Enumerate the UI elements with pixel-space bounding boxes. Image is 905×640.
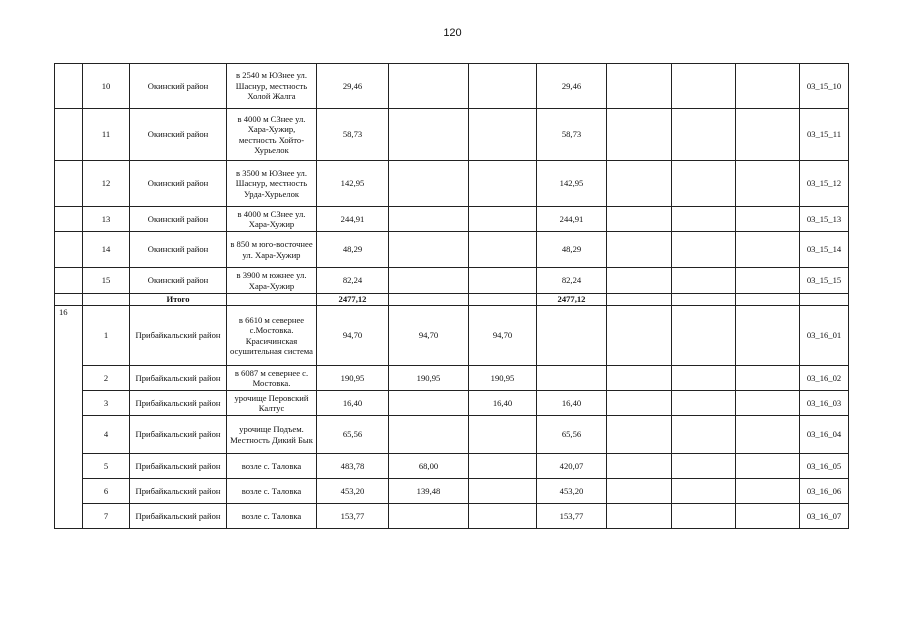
col8-cell — [607, 64, 672, 109]
col8-cell — [607, 416, 672, 454]
col5-cell — [389, 504, 469, 529]
col7-cell — [537, 306, 607, 366]
col8-cell — [607, 268, 672, 294]
col6-cell — [469, 294, 537, 306]
col9-cell — [672, 232, 736, 268]
location-cell: в 850 м юго-восточнее ул. Хара-Хужир — [227, 232, 317, 268]
col5-cell — [389, 109, 469, 161]
col9-cell — [672, 454, 736, 479]
row-number-cell: 5 — [83, 454, 130, 479]
total-label-cell: Итого — [130, 294, 227, 306]
col10-cell — [736, 391, 800, 416]
row-number-cell: 6 — [83, 479, 130, 504]
col6-cell — [469, 161, 537, 207]
col10-cell — [736, 504, 800, 529]
col9-cell — [672, 161, 736, 207]
district-cell: Окинский район — [130, 232, 227, 268]
col6-cell — [469, 268, 537, 294]
code-cell: 03_16_06 — [800, 479, 849, 504]
table-row — [55, 268, 849, 294]
location-cell: в 3900 м южнее ул. Хара-Хужир — [227, 268, 317, 294]
table-row — [55, 454, 849, 479]
col7-cell: 82,24 — [537, 268, 607, 294]
code-cell: 03_15_15 — [800, 268, 849, 294]
row-number-cell: 10 — [83, 64, 130, 109]
location-cell: в 4000 м СЗнее ул. Хара-Хужир, местность Хойто-Хурьелок — [227, 109, 317, 161]
code-cell: 03_15_13 — [800, 207, 849, 232]
group-cell — [55, 294, 83, 306]
col6-cell — [469, 64, 537, 109]
col10-cell — [736, 64, 800, 109]
table-row — [55, 479, 849, 504]
col8-cell — [607, 454, 672, 479]
col9-cell — [672, 268, 736, 294]
table-row — [55, 416, 849, 454]
row-number-cell: 12 — [83, 161, 130, 207]
col6-cell — [469, 504, 537, 529]
code-cell: 03_15_10 — [800, 64, 849, 109]
area-cell: 58,73 — [317, 109, 389, 161]
row-number-cell: 13 — [83, 207, 130, 232]
code-cell: 03_16_02 — [800, 366, 849, 391]
total-area-cell: 2477,12 — [317, 294, 389, 306]
district-cell: Окинский район — [130, 207, 227, 232]
col5-cell: 68,00 — [389, 454, 469, 479]
district-cell: Окинский район — [130, 64, 227, 109]
code-cell: 03_15_11 — [800, 109, 849, 161]
col9-cell — [672, 504, 736, 529]
col9-cell — [672, 416, 736, 454]
col6-cell: 94,70 — [469, 306, 537, 366]
row-number-cell: 4 — [83, 416, 130, 454]
col10-cell — [736, 479, 800, 504]
col5-cell — [389, 416, 469, 454]
area-cell: 153,77 — [317, 504, 389, 529]
area-cell: 453,20 — [317, 479, 389, 504]
col7-cell: 420,07 — [537, 454, 607, 479]
col10-cell — [736, 207, 800, 232]
group-cell — [55, 268, 83, 294]
table-row — [55, 306, 849, 366]
table-row — [55, 161, 849, 207]
col7-cell: 48,29 — [537, 232, 607, 268]
col8-cell — [607, 391, 672, 416]
area-cell: 29,46 — [317, 64, 389, 109]
land-plots-table — [54, 63, 849, 529]
col8-cell — [607, 479, 672, 504]
location-cell: урочище Подъем. Местность Дикий Бык — [227, 416, 317, 454]
area-cell: 483,78 — [317, 454, 389, 479]
district-cell: Окинский район — [130, 109, 227, 161]
row-number-cell: 15 — [83, 268, 130, 294]
col8-cell — [607, 294, 672, 306]
code-cell: 03_16_04 — [800, 416, 849, 454]
col8-cell — [607, 161, 672, 207]
col6-cell — [469, 454, 537, 479]
col7-cell — [537, 366, 607, 391]
group-number-cell: 16 — [55, 306, 83, 529]
col10-cell — [736, 294, 800, 306]
col7-cell: 65,56 — [537, 416, 607, 454]
location-cell: в 3500 м ЮЗнее ул. Шаснур, местность Урда-Хурьелок — [227, 161, 317, 207]
location-cell: в 2540 м ЮЗнее ул. Шаснур, местность Холой Жалга — [227, 64, 317, 109]
row-number-cell: 2 — [83, 366, 130, 391]
district-cell: Прибайкальский район — [130, 454, 227, 479]
group-cell — [55, 207, 83, 232]
group-cell — [55, 109, 83, 161]
col5-cell — [389, 207, 469, 232]
district-cell: Прибайкальский район — [130, 306, 227, 366]
col7-cell: 29,46 — [537, 64, 607, 109]
col9-cell — [672, 391, 736, 416]
col8-cell — [607, 366, 672, 391]
location-cell: в 6087 м севернее с. Мостовка. — [227, 366, 317, 391]
col7-cell: 142,95 — [537, 161, 607, 207]
table-row — [55, 366, 849, 391]
total-col7-cell: 2477,12 — [537, 294, 607, 306]
page-number: 120 — [443, 27, 462, 39]
col10-cell — [736, 268, 800, 294]
col10-cell — [736, 306, 800, 366]
area-cell: 82,24 — [317, 268, 389, 294]
col7-cell: 58,73 — [537, 109, 607, 161]
area-cell: 142,95 — [317, 161, 389, 207]
col5-cell: 190,95 — [389, 366, 469, 391]
code-cell: 03_15_12 — [800, 161, 849, 207]
table-row — [55, 64, 849, 109]
col10-cell — [736, 161, 800, 207]
col6-cell — [469, 416, 537, 454]
col6-cell — [469, 232, 537, 268]
col5-cell: 139,48 — [389, 479, 469, 504]
col5-cell: 94,70 — [389, 306, 469, 366]
location-cell: в 6610 м севернее с.Мостовка. Красичинская осушительная система — [227, 306, 317, 366]
location-cell: в 4000 м СЗнее ул. Хара-Хужир — [227, 207, 317, 232]
col6-cell — [469, 109, 537, 161]
total-row — [55, 294, 849, 306]
col9-cell — [672, 109, 736, 161]
district-cell: Прибайкальский район — [130, 479, 227, 504]
col5-cell — [389, 161, 469, 207]
area-cell: 190,95 — [317, 366, 389, 391]
col10-cell — [736, 366, 800, 391]
location-cell: возле с. Таловка — [227, 479, 317, 504]
col9-cell — [672, 306, 736, 366]
col5-cell — [389, 232, 469, 268]
col7-cell: 153,77 — [537, 504, 607, 529]
table-row — [55, 232, 849, 268]
col6-cell: 16,40 — [469, 391, 537, 416]
col8-cell — [607, 109, 672, 161]
area-cell: 244,91 — [317, 207, 389, 232]
group-cell — [55, 64, 83, 109]
code-cell: 03_16_01 — [800, 306, 849, 366]
row-number-cell: 1 — [83, 306, 130, 366]
col8-cell — [607, 207, 672, 232]
row-number-cell: 14 — [83, 232, 130, 268]
table-row — [55, 391, 849, 416]
table-row — [55, 207, 849, 232]
col6-cell — [469, 207, 537, 232]
col6-cell — [469, 479, 537, 504]
area-cell: 65,56 — [317, 416, 389, 454]
district-cell: Окинский район — [130, 161, 227, 207]
code-cell: 03_16_07 — [800, 504, 849, 529]
area-cell: 94,70 — [317, 306, 389, 366]
location-cell: урочище Перовский Калтус — [227, 391, 317, 416]
col10-cell — [736, 416, 800, 454]
row-number-cell — [83, 294, 130, 306]
district-cell: Прибайкальский район — [130, 366, 227, 391]
col9-cell — [672, 294, 736, 306]
district-cell: Прибайкальский район — [130, 391, 227, 416]
col7-cell: 244,91 — [537, 207, 607, 232]
col10-cell — [736, 109, 800, 161]
col8-cell — [607, 504, 672, 529]
col5-cell — [389, 391, 469, 416]
col7-cell: 16,40 — [537, 391, 607, 416]
code-cell: 03_16_03 — [800, 391, 849, 416]
table-row — [55, 504, 849, 529]
group-cell — [55, 232, 83, 268]
location-cell: возле с. Таловка — [227, 504, 317, 529]
col6-cell: 190,95 — [469, 366, 537, 391]
col9-cell — [672, 366, 736, 391]
col8-cell — [607, 306, 672, 366]
code-cell: 03_15_14 — [800, 232, 849, 268]
table-body — [55, 64, 849, 529]
area-cell: 48,29 — [317, 232, 389, 268]
col10-cell — [736, 454, 800, 479]
district-cell: Прибайкальский район — [130, 416, 227, 454]
row-number-cell: 7 — [83, 504, 130, 529]
col9-cell — [672, 64, 736, 109]
code-cell: 03_16_05 — [800, 454, 849, 479]
col5-cell — [389, 64, 469, 109]
district-cell: Прибайкальский район — [130, 504, 227, 529]
area-cell: 16,40 — [317, 391, 389, 416]
location-cell — [227, 294, 317, 306]
code-cell — [800, 294, 849, 306]
location-cell: возле с. Таловка — [227, 454, 317, 479]
row-number-cell: 3 — [83, 391, 130, 416]
district-cell: Окинский район — [130, 268, 227, 294]
col8-cell — [607, 232, 672, 268]
col7-cell: 453,20 — [537, 479, 607, 504]
group-cell — [55, 161, 83, 207]
col5-cell — [389, 294, 469, 306]
col9-cell — [672, 479, 736, 504]
col9-cell — [672, 207, 736, 232]
table-row — [55, 109, 849, 161]
row-number-cell: 11 — [83, 109, 130, 161]
col5-cell — [389, 268, 469, 294]
col10-cell — [736, 232, 800, 268]
